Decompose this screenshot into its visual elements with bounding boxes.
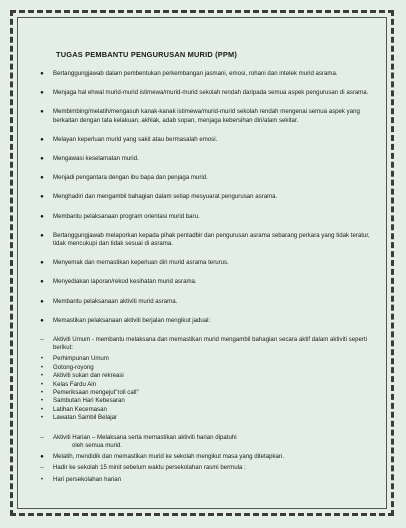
activity-list-item: • Aktiviti sukan dan rekreasi <box>36 372 376 380</box>
document-title: TUGAS PEMBANTU PENGURUSAN MURID (PPM) <box>56 50 238 59</box>
duty-item: ● Menjaga hal ehwal murid-murid istimewa/murid-murid sekolah rendah daripada semua aspek pengurusan di asrama. <box>36 89 376 97</box>
small-bullet-icon: • <box>40 355 44 363</box>
activity-general-item: – Aktiviti Umum - membantu melaksana dan memastikan murid mengambil bahagian secara aktif dalam aktiviti seperti berikut: <box>36 336 376 352</box>
bullet-icon: ● <box>40 278 44 286</box>
bullet-icon: ● <box>40 135 44 143</box>
small-bullet-icon: • <box>40 389 44 397</box>
activity-list-item: • Kelas Fardu Ain <box>36 381 376 389</box>
duty-item: ● Menjadi pengantara dengan ibu bapa dan penjaga murid. <box>36 174 376 182</box>
activity-list-item: • Lawatan Sambil Belajar <box>36 414 376 422</box>
dash-icon: – <box>40 433 44 441</box>
duty-item: ● Menyediakan laporan/rekod kesihatan murid asrama. <box>36 278 376 286</box>
duty-item: ● Membantu pelaksanaan aktiviti murid asrama. <box>36 298 376 306</box>
duty-item: ● Melayan keperluan murid yang sakit atau bermasalah emosi. <box>36 136 376 144</box>
small-bullet-icon: • <box>40 363 44 371</box>
activity-list-item: • Gotong-royong <box>36 364 376 372</box>
bullet-icon: ● <box>40 155 44 163</box>
attendance-item: – Hadir ke sekolah 15 minit sebelum waktu persekolahan rasmi bermula : <box>36 464 376 472</box>
bullet-icon: ● <box>40 316 44 324</box>
duty-item: ● Menghadiri dan mengambil bahagian dalam setiap mesyuarat pengurusan asrama. <box>36 193 376 201</box>
small-bullet-icon: • <box>40 397 44 405</box>
bullet-icon: ● <box>40 453 44 461</box>
activity-daily-item: – Aktiviti Harian – Melaksana serta memastikan aktiviti harian dipatuhi <box>36 434 376 442</box>
duty-item: ● Membantu pelaksanaan program orientasi murid baru. <box>36 213 376 221</box>
duty-item: ● Memastikan pelaksanaan aktiviti berjalan mengikut jadual: <box>36 317 376 325</box>
small-bullet-icon: • <box>40 414 44 422</box>
document-content <box>36 50 376 495</box>
activity-list-item: • Latihan Kecemasan <box>36 406 376 414</box>
activity-list-item: • Perhimpunan Umum <box>36 355 376 363</box>
dash-icon: – <box>40 336 44 344</box>
duty-item: ● Bertanggungjawab dalam pembentukan perkembangan jasmani, emosi, rohani dan intelek murid asrama. <box>36 70 376 78</box>
duty-item: ● Menyemak dan memastikan keperluan diri murid asrama terurus. <box>36 259 376 267</box>
bullet-icon: ● <box>40 297 44 305</box>
duty-item: ● Membimbing/melatih/mengasuh kanak-kanak istimewa/murid-murid sekolah rendah mengenai semua aspek yang berkaitan dengan tata kelakuan, akhlak, adab sopan, menjaga kebersihan diri/alam sekitar. <box>36 108 376 124</box>
duty-item: ● Melatih, mendidik dan memastikan murid ke sekolah mengikut masa yang ditetapkan. <box>36 453 376 461</box>
bullet-icon: ● <box>40 193 44 201</box>
school-day-item: • Hari persekolahan harian <box>36 476 376 484</box>
duty-item: ● Mengawasi keselamatan murid. <box>36 155 376 163</box>
duty-item: ● Bertanggungjawab melaporkan kepada pihak pentadbir dan pengurusan asrama sebarang perkara yang tidak teratur, tidak mencukupi dan tidak sesuai di asrama. <box>36 232 376 248</box>
small-bullet-icon: • <box>40 372 44 380</box>
bullet-icon: ● <box>40 259 44 267</box>
activity-list-item: • Pemeriksaan mengejut"roll call" <box>36 389 376 397</box>
bullet-icon: ● <box>40 174 44 182</box>
activity-list-item: • Sambutan Hari Kebesaran <box>36 397 376 405</box>
bullet-icon: ● <box>40 231 44 239</box>
dash-icon: – <box>40 464 44 472</box>
small-bullet-icon: • <box>40 475 44 483</box>
small-bullet-icon: • <box>40 405 44 413</box>
bullet-icon: ● <box>40 212 44 220</box>
bullet-icon: ● <box>40 89 44 97</box>
activity-daily-continuation: oleh semua murid. <box>72 441 123 449</box>
small-bullet-icon: • <box>40 380 44 388</box>
bullet-icon: ● <box>40 108 44 116</box>
bullet-icon: ● <box>40 70 44 77</box>
